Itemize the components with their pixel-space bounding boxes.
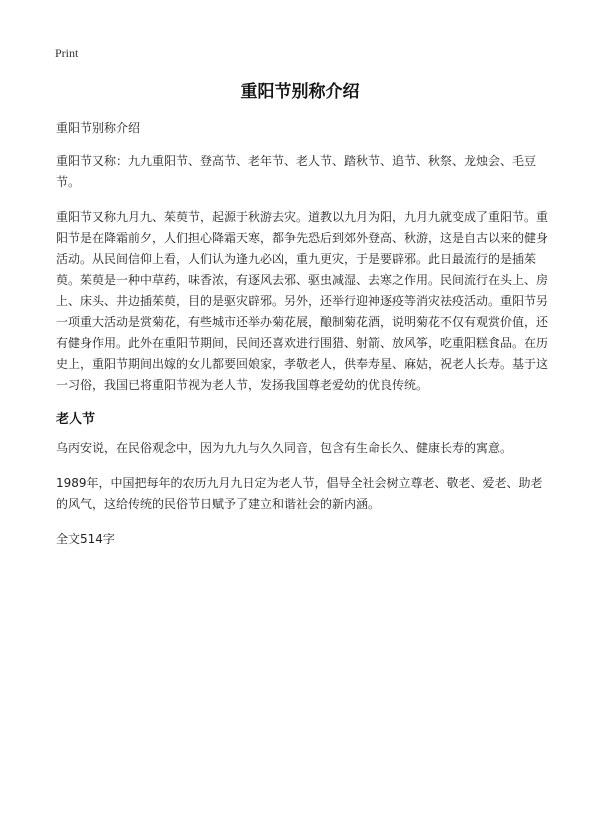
- section-heading: 老人节: [56, 412, 96, 427]
- article-subtitle: 重阳节别称介绍: [56, 121, 141, 135]
- word-count: 全文514字: [56, 532, 115, 546]
- page-title: 重阳节别称介绍: [240, 82, 360, 102]
- article-body: [56, 118, 550, 564]
- paragraph-section-1: 乌丙安说，在民俗观念中，因为九九与久久同音，包含有生命长久、健康长寿的寓意。: [56, 441, 513, 455]
- paragraph-origin: 重阳节又称九月九、茱萸节，起源于秋游去灾。道教以九月为阳，九月九就变成了重阳节。重阳节是在降霜前夕，人们担心降霜天寒，都争先恐后到郊外登高、秋游，这是自古以来的健身活动。从民间信仰上看，人们认为逢九必凶，重九更灾，于是要辟邪。此日最流行的是插茱萸。茱萸是一种中草药，味香浓，有逐风去邪、驱虫减湿、去寒之作用。民间流行在头上、房上、床头、井边插茱萸，目的是驱灾辟邪。另外，还举行迎神逐疫等消灾祛疫活动。重阳节另一项重大活动是赏菊花，有些城市还举办菊花展，酿制菊花酒，说明菊花不仅有观赏价值，还有健身作用。此外在重阳节期间，民间还喜欢进行围猎、射箭、放风筝，吃重阳糕食品。在历史上，重阳节期间出嫁的女儿都要回娘家，孝敬老人，供奉寿星、麻姑，祝老人长寿。基于这一习俗，我国已将重阳节视为老人节，发扬我国尊老爱幼的优良传统。: [56, 210, 549, 392]
- print-link[interactable]: Print: [55, 46, 79, 60]
- paragraph-aliases: 重阳节又称：九九重阳节、登高节、老年节、老人节、踏秋节、追节、秋祭、龙烛会、毛豆节。: [56, 154, 537, 189]
- paragraph-section-2: 1989年，中国把每年的农历九月九日定为老人节，倡导全社会树立尊老、敬老、爱老、助老的风气，这给传统的民俗节日赋予了建立和谐社会的新内涵。: [56, 476, 543, 511]
